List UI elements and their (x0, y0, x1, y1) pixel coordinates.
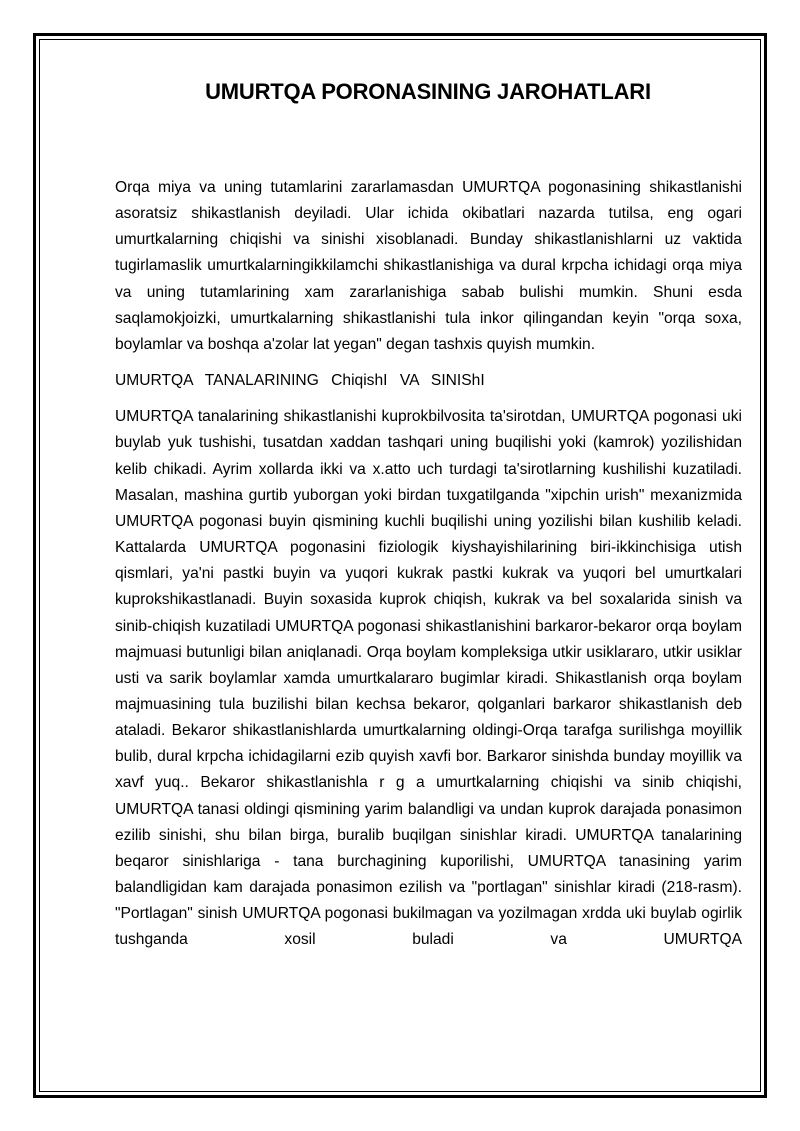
section-heading: UMURTQA TANALARINING ChiqishI VA SINIShI (115, 372, 485, 390)
paragraph-vertebral-injuries: UMURTQA tanalarining shikastlanishi kuprokbilvosita ta'sirotdan, UMURTQA pogonasi uki buylab yuk tushishi, tusatdan xaddan tashqari uning buqilishi yoki (kamrok) yozilishidan kelib chikadi. Ayrim xollarda ikki va x.atto uch turdagi ta'sirotlarning kushilishi kuzatiladi. Masalan, mashina gurtib yuborgan yoki birdan tuxgatilganda "xipchin urish" mexanizmida UMURTQA pogonasi buyin qismining kuchli buqilishi uning yozilishi bilan kushilib keladi. Kattalarda UMURTQA pogonasini fiziologik kiyshayishilarining biri-ikkinchisiga utish qismlari, ya'ni pastki buyin va yuqori kukrak pastki kukrak va yuqori bel umurtkalari kuprokshikastlanadi. Buyin soxasida kuprok chiqish, kukrak va bel soxalarida sinish va sinib-chiqish kuzatiladi UMURTQA pogonasi shikastlanishini barkaror-bekaror orqa boylam majmuasi butunligi bilan aniqlanadi. Orqa boylam kompleksiga utkir usiklararo, utkir usiklar usti va sarik boylamlar xamda umurtkalararo bugimlar kiradi. Shikastlanish orqa boylam majmuasining tula buzilishi bilan kechsa bekaror, qolganlari barkaror shikastlanish deb ataladi. Bekaror shikastlanishlarda umurtkalarning oldingi-Orqa tarafga surilishga moyillik bulib, dural krpcha ichidagilarni ezib quyish xavfi bor. Barkaror sinishda bunday moyillik va xavf yuq.. Bekaror shikastlanishla r g a umurtkalarning chiqishi va sinib chiqishi, UMURTQA tanasi oldingi qismining yarim balandligi va undan kuprok darajada ponasimon ezilib sinishi, shu bilan birga, buralib buqilgan sinishlar kiradi. UMURTQA tanalarining beqaror sinishlariga - tana burchagining kuporilishi, UMURTQA tanasining yarim balandligidan kam darajada ponasimon ezilish va "portlagan" sinishlar kiradi (218-rasm). "Portlagan" sinish UMURTQA pogonasi bukilmagan va yozilmagan xrdda uki buylab ogirlik tushganda xosil buladi va UMURTQA (115, 408, 742, 949)
document-body (115, 175, 742, 954)
document-title: UMURTQA PORONASINING JAROHATLARI (205, 79, 651, 104)
paragraph-intro: Orqa miya va uning tutamlarini zararlamasdan UMURTQA pogonasining shikastlanishi asoratsiz shikastlanish deyiladi. Ular ichida okibatlari nazarda tutilsa, eng ogari umurtkalarning chiqishi va sinishi xisoblanadi. Bunday shikastlanishlarni uz vaktida tugirlamaslik umurtkalarningikkilamchi shikastlanishiga va dural krpcha ichidagi orqa miya va uning tutamlarining xam zararlanishiga sabab bulishi mumkin. Shuni esda saqlamokjoizki, umurtkalarning shikastlanishi tula inkor qilingandan keyin "orqa soxa, boylamlar va boshqa a'zolar lat yegan" degan tashxis quyish mumkin. (115, 179, 742, 353)
